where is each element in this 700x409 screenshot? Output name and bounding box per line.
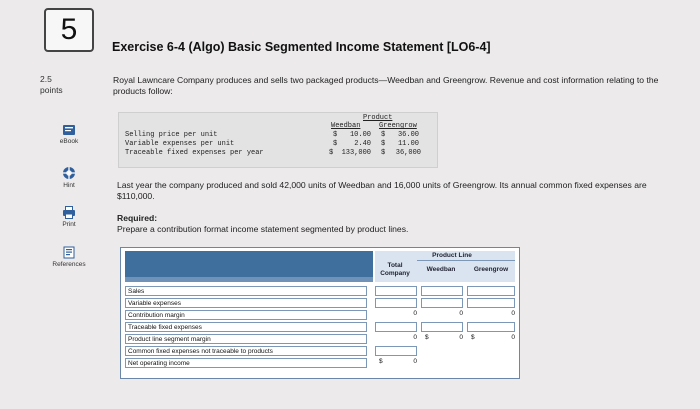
- dollar-sign: $: [333, 140, 338, 148]
- sm-weedban-dollar: $: [425, 334, 429, 341]
- cm-total-value: 0: [413, 310, 417, 317]
- product-line-header: Product Line: [432, 252, 472, 259]
- greengrow-value: 36,000: [395, 149, 421, 157]
- row-label: Variable expenses per unit: [125, 140, 235, 148]
- traceable-weedban-input[interactable]: [421, 322, 463, 332]
- row-contribution-margin: Contribution margin: [125, 310, 367, 320]
- references-label: References: [52, 261, 86, 268]
- ebook-tool[interactable]: [46, 124, 92, 145]
- row-segment-margin: Product line segment margin: [125, 334, 367, 344]
- variable-weedban-input[interactable]: [421, 298, 463, 308]
- intro-text: Royal Lawncare Company produces and sells two packaged products—Weedban and Greengrow. Revenue and cost information relating to the products follow:: [113, 75, 659, 96]
- dollar-sign: $: [381, 131, 386, 139]
- dollar-sign: $: [381, 140, 386, 148]
- total-company-header: Total Company: [380, 262, 410, 277]
- sm-total-value: 0: [413, 334, 417, 341]
- traceable-total-input[interactable]: [375, 322, 417, 332]
- sm-greengrow-dollar: $: [471, 334, 475, 341]
- greengrow-value: 11.00: [397, 140, 419, 148]
- greengrow-value: 36.00: [397, 131, 419, 139]
- required-section: [117, 213, 408, 235]
- references-icon: [62, 246, 76, 259]
- printer-icon: [62, 206, 76, 219]
- lifebuoy-icon: [62, 166, 76, 180]
- row-common-fixed: Common fixed expenses not traceable to products: [125, 346, 367, 356]
- scenario-paragraph: Last year the company produced and sold 42,000 units of Weedban and 16,000 units of Greengrow. Its annual common fixed expenses are $110,000.: [117, 180, 647, 201]
- header-bar-shadow: [125, 277, 373, 282]
- dollar-sign: $: [381, 149, 386, 157]
- col-greengrow: Greengrow: [379, 122, 417, 130]
- common-fixed-total-input[interactable]: [375, 346, 417, 356]
- dollar-sign: $: [329, 149, 334, 157]
- print-label: Print: [62, 221, 76, 228]
- greengrow-header: Greengrow: [473, 266, 509, 273]
- row-traceable-fixed: Traceable fixed expenses: [125, 322, 367, 332]
- weedban-header: Weedban: [426, 266, 456, 273]
- noi-dollar: $: [379, 358, 383, 365]
- row-label: Selling price per unit: [125, 131, 218, 139]
- question-number: 5: [44, 8, 94, 52]
- product-info-table: [118, 112, 438, 168]
- weedban-value: 133,000: [341, 149, 371, 157]
- row-sales: Sales: [125, 286, 367, 296]
- traceable-greengrow-input[interactable]: [467, 322, 515, 332]
- row-variable-expenses: Variable expenses: [125, 298, 367, 308]
- references-tool[interactable]: [46, 246, 92, 268]
- variable-total-input[interactable]: [375, 298, 417, 308]
- variable-greengrow-input[interactable]: [467, 298, 515, 308]
- exercise-title: Exercise 6-4 (Algo) Basic Segmented Income Statement [LO6-4]: [112, 40, 491, 54]
- book-icon: [62, 124, 76, 136]
- dollar-sign: $: [333, 131, 338, 139]
- income-statement-worksheet: [120, 247, 520, 379]
- sm-greengrow-value: 0: [511, 334, 515, 341]
- sales-greengrow-input[interactable]: [467, 286, 515, 296]
- hint-label: Hint: [63, 182, 75, 189]
- header-bar: [125, 251, 373, 277]
- points-info: [40, 74, 63, 96]
- required-label: Required:: [117, 213, 158, 223]
- sales-weedban-input[interactable]: [421, 286, 463, 296]
- ebook-label: eBook: [59, 138, 79, 145]
- col-weedban: Weedban: [331, 122, 361, 130]
- weedban-value: 2.40: [354, 140, 371, 148]
- print-tool[interactable]: [46, 206, 92, 228]
- product-group-header: Product: [363, 114, 393, 122]
- cm-greengrow-value: 0: [511, 310, 515, 317]
- row-label: Traceable fixed expenses per year: [125, 149, 264, 157]
- points-value: 2.5: [40, 74, 52, 84]
- sales-total-input[interactable]: [375, 286, 417, 296]
- required-text: Prepare a contribution format income statement segmented by product lines.: [117, 224, 409, 234]
- noi-total-value: 0: [413, 358, 417, 365]
- divider: [417, 260, 515, 261]
- cm-weedban-value: 0: [459, 310, 463, 317]
- hint-tool[interactable]: [46, 166, 92, 189]
- weedban-value: 10.00: [349, 131, 371, 139]
- row-net-operating-income: Net operating income: [125, 358, 367, 368]
- sm-weedban-value: 0: [459, 334, 463, 341]
- points-label: points: [40, 85, 63, 95]
